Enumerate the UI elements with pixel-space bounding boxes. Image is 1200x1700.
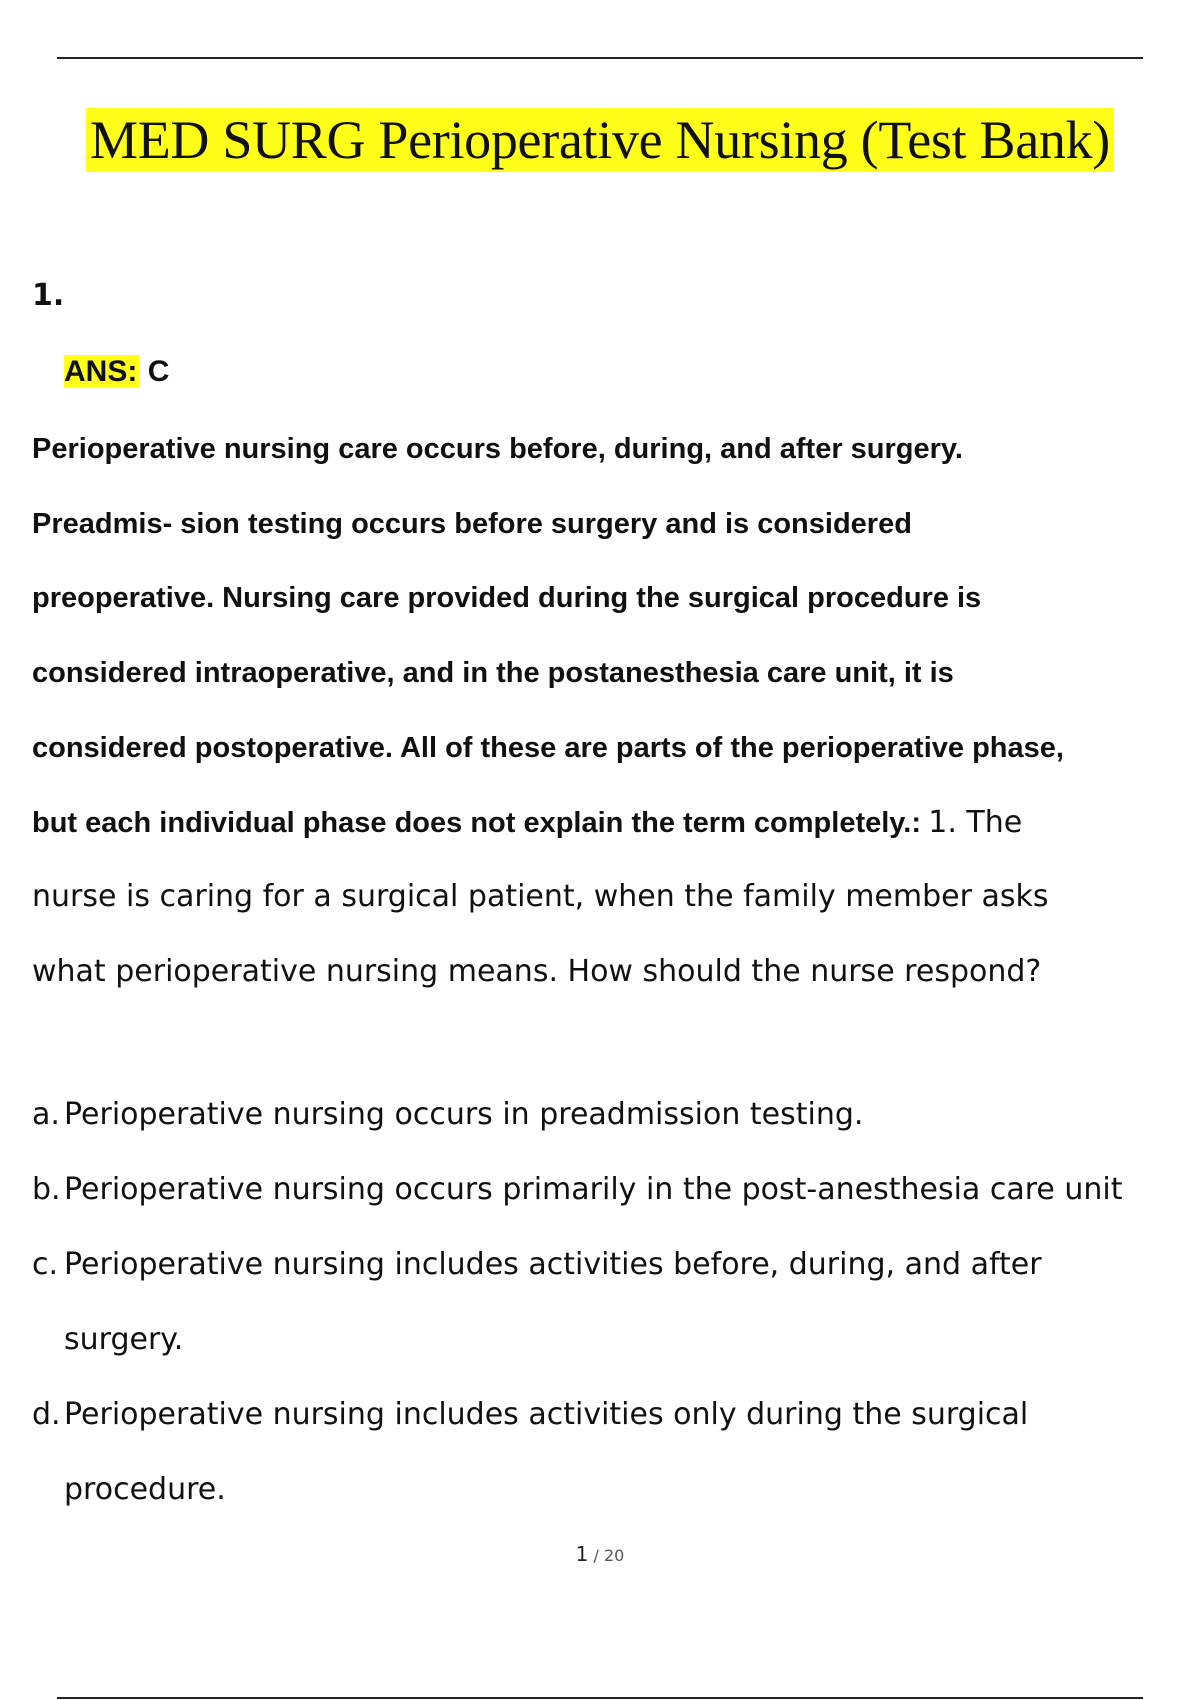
option-letter: a.	[32, 1097, 60, 1132]
top-rule	[57, 57, 1143, 59]
option-c	[32, 1227, 1164, 1377]
page-number	[0, 1542, 1200, 1566]
option-text: Perioperative nursing includes activities before, during, and after surgery.	[64, 1247, 1042, 1357]
bottom-rule	[57, 1697, 1143, 1699]
rationale-line: but each individual phase does not explain the term completely.:	[32, 806, 921, 839]
rationale-stem-line	[32, 786, 1192, 861]
rationale-line: Perioperative nursing care occurs before, during, and after surgery.	[32, 433, 963, 465]
stem-line: what perioperative nursing means. How should the nurse respond?	[32, 953, 1042, 989]
title-block	[0, 108, 1200, 172]
option-letter: b.	[32, 1172, 61, 1207]
option-letter: d.	[32, 1397, 61, 1432]
answer-line	[64, 354, 169, 390]
option-letter: c.	[32, 1247, 59, 1282]
rationale-line: preoperative. Nursing care provided during the surgical procedure is	[32, 582, 982, 615]
option-b	[32, 1152, 1200, 1227]
stem-line: 1. The	[928, 804, 1023, 840]
stem-line: nurse is caring for a surgical patient, when the family member asks	[32, 879, 1049, 915]
page-total: / 20	[593, 1546, 625, 1565]
option-text: Perioperative nursing occurs primarily in the post-anesthesia care unit	[64, 1172, 1123, 1207]
option-d	[32, 1377, 1164, 1527]
option-a	[32, 1077, 1200, 1152]
answer-value: C	[147, 355, 170, 388]
rationale-line: Preadmis- sion testing occurs before surgery and is considered	[32, 507, 912, 540]
option-text: Perioperative nursing occurs in preadmission testing.	[64, 1097, 864, 1132]
rationale-and-stem	[32, 412, 1192, 1010]
document-title: MED SURG Perioperative Nursing (Test Bank)	[86, 108, 1114, 172]
option-text: Perioperative nursing includes activities only during the surgical procedure.	[64, 1397, 1029, 1507]
answer-label: ANS:	[64, 355, 138, 388]
page-current: 1	[575, 1542, 589, 1566]
question-number: 1.	[32, 278, 65, 313]
rationale-line: considered postoperative. All of these are parts of the perioperative phase,	[32, 731, 1064, 764]
rationale-line: considered intraoperative, and in the postanesthesia care unit, it is	[32, 657, 954, 690]
answer-options	[32, 1077, 1200, 1527]
